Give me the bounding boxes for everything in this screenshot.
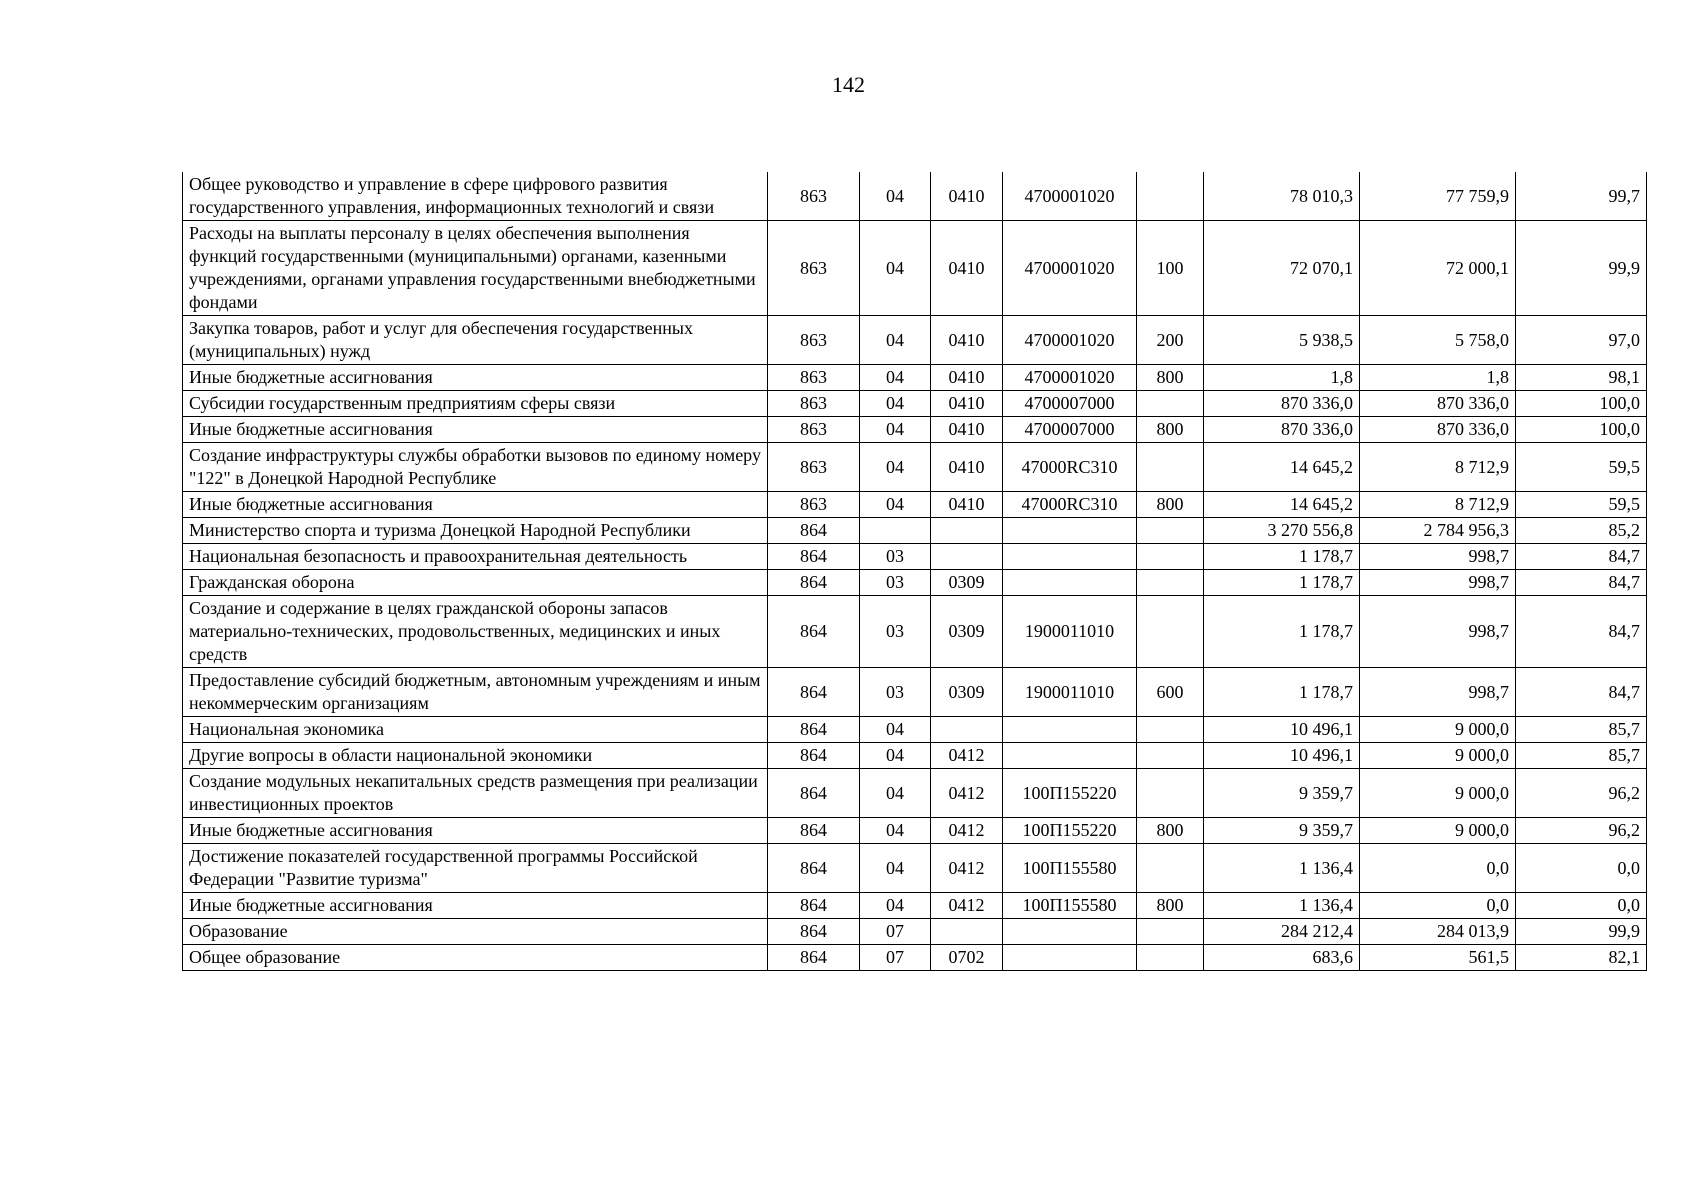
section-code: 04: [860, 769, 931, 818]
section-code: 04: [860, 172, 931, 221]
table-row: [183, 743, 1647, 769]
section-code: [860, 518, 931, 544]
section-code: 04: [860, 221, 931, 316]
target-item-code: [1003, 544, 1137, 570]
budget-table-body: [183, 172, 1647, 971]
table-row: [183, 717, 1647, 743]
target-item-code: [1003, 717, 1137, 743]
executed-amount: 870 336,0: [1360, 391, 1516, 417]
table-row: [183, 919, 1647, 945]
subsection-code: 0702: [931, 945, 1003, 971]
planned-amount: 1 178,7: [1204, 570, 1360, 596]
execution-percent: 0,0: [1516, 893, 1647, 919]
expense-type-code: 100: [1137, 221, 1204, 316]
section-code: 04: [860, 743, 931, 769]
expense-type-code: 600: [1137, 668, 1204, 717]
target-item-code: 100П155220: [1003, 769, 1137, 818]
target-item-code: 4700001020: [1003, 316, 1137, 365]
target-item-code: 4700001020: [1003, 221, 1137, 316]
gov-code: 864: [768, 570, 860, 596]
planned-amount: 1 178,7: [1204, 668, 1360, 717]
section-code: 07: [860, 945, 931, 971]
gov-code: 864: [768, 544, 860, 570]
target-item-code: [1003, 743, 1137, 769]
row-name: Другие вопросы в области национальной экономики: [183, 743, 768, 769]
execution-percent: 85,7: [1516, 717, 1647, 743]
row-name: Иные бюджетные ассигнования: [183, 818, 768, 844]
target-item-code: 100П155580: [1003, 844, 1137, 893]
subsection-code: [931, 919, 1003, 945]
subsection-code: 0410: [931, 316, 1003, 365]
executed-amount: 8 712,9: [1360, 492, 1516, 518]
executed-amount: 77 759,9: [1360, 172, 1516, 221]
target-item-code: [1003, 518, 1137, 544]
executed-amount: 9 000,0: [1360, 717, 1516, 743]
execution-percent: 59,5: [1516, 492, 1647, 518]
table-row: [183, 417, 1647, 443]
row-name: Создание и содержание в целях гражданской обороны запасов материально-технических, продовольственных, медицинских и иных средств: [183, 596, 768, 668]
row-name: Общее образование: [183, 945, 768, 971]
target-item-code: 100П155220: [1003, 818, 1137, 844]
table-row: [183, 221, 1647, 316]
row-name: Субсидии государственным предприятиям сферы связи: [183, 391, 768, 417]
section-code: 04: [860, 391, 931, 417]
section-code: 04: [860, 443, 931, 492]
expense-type-code: [1137, 844, 1204, 893]
executed-amount: 870 336,0: [1360, 417, 1516, 443]
gov-code: 863: [768, 316, 860, 365]
table-row: [183, 769, 1647, 818]
subsection-code: 0410: [931, 443, 1003, 492]
expense-type-code: [1137, 743, 1204, 769]
planned-amount: 1,8: [1204, 365, 1360, 391]
section-code: 04: [860, 316, 931, 365]
table-row: [183, 893, 1647, 919]
row-name: Предоставление субсидий бюджетным, автономным учреждениям и иным некоммерческим организациям: [183, 668, 768, 717]
planned-amount: 78 010,3: [1204, 172, 1360, 221]
planned-amount: 14 645,2: [1204, 443, 1360, 492]
planned-amount: 1 136,4: [1204, 893, 1360, 919]
planned-amount: 10 496,1: [1204, 717, 1360, 743]
subsection-code: 0309: [931, 570, 1003, 596]
subsection-code: [931, 518, 1003, 544]
expense-type-code: [1137, 518, 1204, 544]
table-row: [183, 945, 1647, 971]
gov-code: 863: [768, 391, 860, 417]
target-item-code: 47000RC310: [1003, 443, 1137, 492]
executed-amount: 0,0: [1360, 893, 1516, 919]
target-item-code: 4700007000: [1003, 417, 1137, 443]
gov-code: 864: [768, 945, 860, 971]
execution-percent: 99,9: [1516, 221, 1647, 316]
table-row: [183, 391, 1647, 417]
row-name: Министерство спорта и туризма Донецкой Народной Республики: [183, 518, 768, 544]
target-item-code: 47000RC310: [1003, 492, 1137, 518]
executed-amount: 998,7: [1360, 570, 1516, 596]
execution-percent: 96,2: [1516, 769, 1647, 818]
execution-percent: 100,0: [1516, 417, 1647, 443]
subsection-code: 0410: [931, 417, 1003, 443]
row-name: Национальная экономика: [183, 717, 768, 743]
gov-code: 863: [768, 492, 860, 518]
gov-code: 864: [768, 596, 860, 668]
execution-percent: 0,0: [1516, 844, 1647, 893]
executed-amount: 998,7: [1360, 596, 1516, 668]
executed-amount: 72 000,1: [1360, 221, 1516, 316]
row-name: Закупка товаров, работ и услуг для обеспечения государственных (муниципальных) нужд: [183, 316, 768, 365]
section-code: 04: [860, 717, 931, 743]
gov-code: 863: [768, 417, 860, 443]
table-row: [183, 544, 1647, 570]
row-name: Создание инфраструктуры службы обработки вызовов по единому номеру "122" в Донецкой Народной Республике: [183, 443, 768, 492]
executed-amount: 284 013,9: [1360, 919, 1516, 945]
execution-percent: 59,5: [1516, 443, 1647, 492]
execution-percent: 99,7: [1516, 172, 1647, 221]
executed-amount: 998,7: [1360, 544, 1516, 570]
table-row: [183, 365, 1647, 391]
planned-amount: 10 496,1: [1204, 743, 1360, 769]
execution-percent: 85,7: [1516, 743, 1647, 769]
section-code: 07: [860, 919, 931, 945]
gov-code: 864: [768, 717, 860, 743]
gov-code: 864: [768, 668, 860, 717]
executed-amount: 9 000,0: [1360, 818, 1516, 844]
target-item-code: 4700007000: [1003, 391, 1137, 417]
gov-code: 863: [768, 443, 860, 492]
row-name: Расходы на выплаты персоналу в целях обеспечения выполнения функций государственными (муниципальными) органами, казенными учреждениями, органами управления государственными внебюджетными фондами: [183, 221, 768, 316]
expense-type-code: 800: [1137, 893, 1204, 919]
expense-type-code: 200: [1137, 316, 1204, 365]
row-name: Достижение показателей государственной программы Российской Федерации "Развитие туризма": [183, 844, 768, 893]
gov-code: 864: [768, 743, 860, 769]
expense-type-code: [1137, 570, 1204, 596]
row-name: Иные бюджетные ассигнования: [183, 492, 768, 518]
gov-code: 864: [768, 518, 860, 544]
subsection-code: 0412: [931, 893, 1003, 919]
table-row: [183, 518, 1647, 544]
subsection-code: 0410: [931, 365, 1003, 391]
expense-type-code: 800: [1137, 365, 1204, 391]
executed-amount: 0,0: [1360, 844, 1516, 893]
table-row: [183, 172, 1647, 221]
execution-percent: 85,2: [1516, 518, 1647, 544]
expense-type-code: 800: [1137, 417, 1204, 443]
target-item-code: [1003, 945, 1137, 971]
expense-type-code: [1137, 391, 1204, 417]
expense-type-code: [1137, 717, 1204, 743]
table-row: [183, 443, 1647, 492]
execution-percent: 96,2: [1516, 818, 1647, 844]
subsection-code: 0412: [931, 769, 1003, 818]
expense-type-code: [1137, 945, 1204, 971]
executed-amount: 8 712,9: [1360, 443, 1516, 492]
target-item-code: [1003, 570, 1137, 596]
executed-amount: 2 784 956,3: [1360, 518, 1516, 544]
section-code: 03: [860, 668, 931, 717]
gov-code: 864: [768, 818, 860, 844]
executed-amount: 1,8: [1360, 365, 1516, 391]
section-code: 04: [860, 365, 931, 391]
executed-amount: 561,5: [1360, 945, 1516, 971]
planned-amount: 284 212,4: [1204, 919, 1360, 945]
gov-code: 864: [768, 919, 860, 945]
target-item-code: 4700001020: [1003, 172, 1137, 221]
table-row: [183, 818, 1647, 844]
page-number: 142: [832, 72, 865, 97]
section-code: 03: [860, 596, 931, 668]
subsection-code: 0412: [931, 743, 1003, 769]
subsection-code: 0309: [931, 668, 1003, 717]
gov-code: 863: [768, 172, 860, 221]
planned-amount: 9 359,7: [1204, 769, 1360, 818]
executed-amount: 9 000,0: [1360, 743, 1516, 769]
execution-percent: 98,1: [1516, 365, 1647, 391]
executed-amount: 5 758,0: [1360, 316, 1516, 365]
row-name: Образование: [183, 919, 768, 945]
executed-amount: 9 000,0: [1360, 769, 1516, 818]
target-item-code: 1900011010: [1003, 668, 1137, 717]
row-name: Создание модульных некапитальных средств размещения при реализации инвестиционных проектов: [183, 769, 768, 818]
planned-amount: 870 336,0: [1204, 391, 1360, 417]
expense-type-code: [1137, 596, 1204, 668]
budget-table: [182, 172, 1647, 971]
planned-amount: 870 336,0: [1204, 417, 1360, 443]
expense-type-code: 800: [1137, 492, 1204, 518]
subsection-code: 0410: [931, 172, 1003, 221]
subsection-code: 0410: [931, 391, 1003, 417]
subsection-code: 0410: [931, 221, 1003, 316]
row-name: Иные бюджетные ассигнования: [183, 365, 768, 391]
subsection-code: 0309: [931, 596, 1003, 668]
execution-percent: 84,7: [1516, 570, 1647, 596]
row-name: Иные бюджетные ассигнования: [183, 893, 768, 919]
expense-type-code: [1137, 544, 1204, 570]
execution-percent: 99,9: [1516, 919, 1647, 945]
expense-type-code: [1137, 172, 1204, 221]
table-row: [183, 316, 1647, 365]
gov-code: 863: [768, 365, 860, 391]
subsection-code: [931, 717, 1003, 743]
target-item-code: [1003, 919, 1137, 945]
execution-percent: 84,7: [1516, 596, 1647, 668]
table-row: [183, 668, 1647, 717]
target-item-code: 1900011010: [1003, 596, 1137, 668]
gov-code: 864: [768, 844, 860, 893]
section-code: 04: [860, 417, 931, 443]
planned-amount: 1 136,4: [1204, 844, 1360, 893]
table-row: [183, 570, 1647, 596]
planned-amount: 1 178,7: [1204, 544, 1360, 570]
planned-amount: 683,6: [1204, 945, 1360, 971]
planned-amount: 5 938,5: [1204, 316, 1360, 365]
execution-percent: 84,7: [1516, 668, 1647, 717]
execution-percent: 84,7: [1516, 544, 1647, 570]
gov-code: 864: [768, 893, 860, 919]
row-name: Общее руководство и управление в сфере цифрового развития государственного управления, информационных технологий и связи: [183, 172, 768, 221]
planned-amount: 72 070,1: [1204, 221, 1360, 316]
gov-code: 864: [768, 769, 860, 818]
table-row: [183, 596, 1647, 668]
row-name: Гражданская оборона: [183, 570, 768, 596]
expense-type-code: [1137, 769, 1204, 818]
subsection-code: 0412: [931, 844, 1003, 893]
subsection-code: 0410: [931, 492, 1003, 518]
target-item-code: 100П155580: [1003, 893, 1137, 919]
expense-type-code: [1137, 919, 1204, 945]
gov-code: 863: [768, 221, 860, 316]
planned-amount: 9 359,7: [1204, 818, 1360, 844]
section-code: 04: [860, 893, 931, 919]
section-code: 04: [860, 492, 931, 518]
row-name: Национальная безопасность и правоохранительная деятельность: [183, 544, 768, 570]
table-row: [183, 844, 1647, 893]
subsection-code: [931, 544, 1003, 570]
subsection-code: 0412: [931, 818, 1003, 844]
section-code: 04: [860, 818, 931, 844]
execution-percent: 100,0: [1516, 391, 1647, 417]
planned-amount: 1 178,7: [1204, 596, 1360, 668]
row-name: Иные бюджетные ассигнования: [183, 417, 768, 443]
section-code: 03: [860, 544, 931, 570]
table-row: [183, 492, 1647, 518]
planned-amount: 14 645,2: [1204, 492, 1360, 518]
expense-type-code: [1137, 443, 1204, 492]
execution-percent: 82,1: [1516, 945, 1647, 971]
executed-amount: 998,7: [1360, 668, 1516, 717]
planned-amount: 3 270 556,8: [1204, 518, 1360, 544]
section-code: 03: [860, 570, 931, 596]
expense-type-code: 800: [1137, 818, 1204, 844]
section-code: 04: [860, 844, 931, 893]
target-item-code: 4700001020: [1003, 365, 1137, 391]
execution-percent: 97,0: [1516, 316, 1647, 365]
